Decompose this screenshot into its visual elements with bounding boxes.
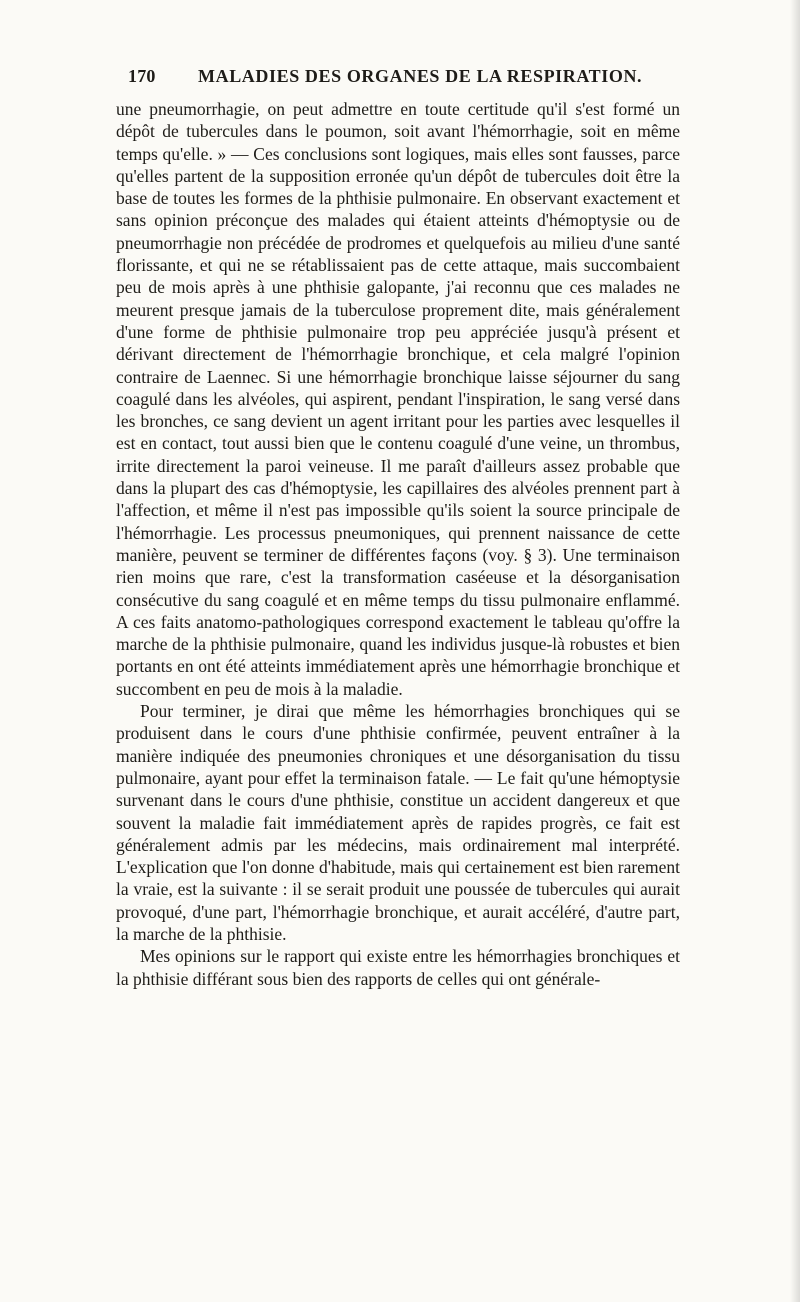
page-edge-shadow xyxy=(790,0,800,1302)
body-text xyxy=(116,98,680,990)
running-title: MALADIES DES ORGANES DE LA RESPIRATION. xyxy=(198,66,643,86)
running-head xyxy=(128,66,682,90)
paragraph-3: Mes opinions sur le rapport qui existe entre les hémorrhagies bronchiques et la phthisie différant sous bien des rapports de celles qui ont générale- xyxy=(116,946,680,989)
paragraph-1: une pneumorrhagie, on peut admettre en toute certitude qu'il s'est formé un dépôt de tubercules dans le poumon, soit avant l'hémorrhagie, soit en même temps qu'elle. » — Ces conclusions sont logiques, mais elles sont fausses, parce qu'elles partent de la supposition erronée qu'un dépôt de tubercules doit être la base de toutes les formes de la phthisie pulmonaire. En observant exactement et sans opinion préconçue des malades qui étaient atteints d'hémoptysie ou de pneumorrhagie non précédée de prodromes et quelquefois au milieu d'une santé florissante, et qui ne se rétablissaient pas de cette attaque, mais succombaient peu de mois après à une phthisie galopante, j'ai reconnu que ces malades ne meurent presque jamais de la tuberculose proprement dite, mais généralement d'une forme de phthisie pulmonaire trop peu appréciée jusqu'à présent et dérivant directement de l'hémorrhagie bronchique, et cela malgré l'opinion contraire de Laennec. Si une hémorrhagie bronchique laisse séjourner du sang coagulé dans les alvéoles, qui aspirent, pendant l'inspiration, le sang versé dans les bronches, ce sang devient un agent irritant pour les parties avec lesquelles il est en contact, tout aussi bien que le contenu coagulé d'une veine, un thrombus, irrite directement la paroi veineuse. Il me paraît d'ailleurs assez probable que dans la plupart des cas d'hémoptysie, les capillaires des alvéoles prennent part à l'affection, et même il n'est pas impossible qu'ils soient la source principale de l'hémorrhagie. Les processus pneumoniques, qui prennent naissance de cette manière, peuvent se terminer de différentes façons (voy. § 3). Une terminaison rien moins que rare, c'est la transformation caséeuse et la désorganisation consécutive du sang coagulé et en même temps du tissu pulmonaire enflammé. A ces faits anatomo-pathologiques correspond exactement le tableau qu'offre la marche de la phthisie pulmonaire, quand les individus jusque-là robustes et bien portants en ont été atteints immédiatement après une hémorrhagie bronchique et succombent en peu de mois à la maladie. xyxy=(116,99,680,699)
paragraph-2: Pour terminer, je dirai que même les hémorrhagies bronchiques qui se produisent dans le cours d'une phthisie confirmée, peuvent entraîner à la manière indiquée des pneumonies chroniques et une désorganisation du tissu pulmonaire, ayant pour effet la terminaison fatale. — Le fait qu'une hémoptysie survenant dans le cours d'une phthisie, constitue un accident dangereux et que souvent la maladie fait immédiatement après de rapides progrès, ce fait est généralement admis par les médecins, mais ordinairement mal interprété. L'explication que l'on donne d'habitude, mais qui certainement est bien rarement la vraie, est la suivante : il se serait produit une poussée de tubercules qui aurait provoqué, d'une part, l'hémorrhagie bronchique, et aurait accéléré, d'autre part, la marche de la phthisie. xyxy=(116,701,680,944)
page-number: 170 xyxy=(128,66,156,86)
